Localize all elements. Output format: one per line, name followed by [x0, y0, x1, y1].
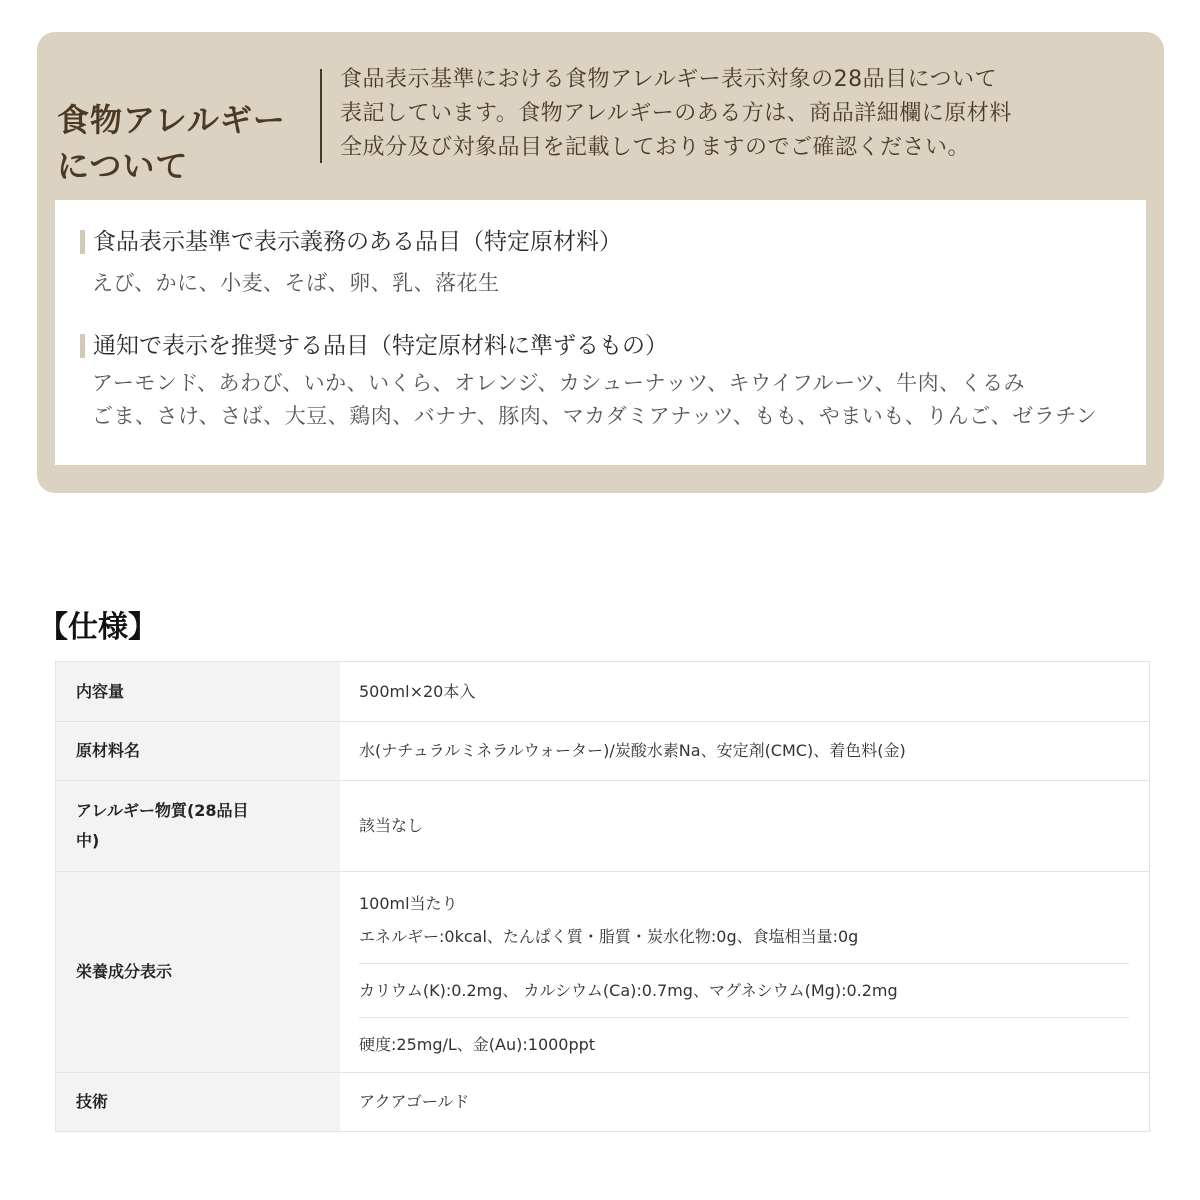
- recommended-items-line-2: ごま、さけ、さば、大豆、鶏肉、バナナ、豚肉、マカダミアナッツ、もも、やまいも、りんご、ゼラチン: [92, 404, 1098, 428]
- spec-label-allergens: [56, 781, 341, 872]
- table-row: [56, 662, 1150, 722]
- table-row: [56, 781, 1150, 872]
- nutrition-block: [359, 872, 1129, 964]
- nutrition-line: エネルギー:0kcal、たんぱく質・脂質・炭水化物:0g、食塩相当量:0g: [359, 927, 859, 946]
- allergy-description-line-1: 食品表示基準における食物アレルギー表示対象の28品目について: [340, 67, 998, 92]
- allergy-description-line-3: 全成分及び対象品目を記載しておりますのでご確認ください。: [340, 135, 971, 160]
- mandatory-items-list: [92, 267, 500, 300]
- table-row: [56, 1073, 1150, 1132]
- nutrition-block: [359, 1018, 1129, 1072]
- allergy-info-panel: [37, 32, 1164, 493]
- spec-value-allergens: 該当なし: [340, 781, 1150, 872]
- spec-value-ingredients: 水(ナチュラルミネラルウォーター)/炭酸水素Na、安定剤(CMC)、着色料(金): [340, 722, 1150, 781]
- spec-label-ingredients: 原材料名: [56, 722, 341, 781]
- recommended-items-heading: 通知で表示を推奨する品目（特定原材料に準ずるもの）: [80, 330, 668, 362]
- recommended-items-list: [92, 367, 1097, 433]
- spec-label-allergens-line-2: 中): [76, 831, 100, 850]
- allergy-title-line-1: 食物アレルギー: [57, 100, 286, 139]
- recommended-items-line-1: アーモンド、あわび、いか、いくら、オレンジ、カシューナッツ、キウイフルーツ、牛肉、くるみ: [92, 371, 1026, 395]
- spec-value-technology: アクアゴールド: [340, 1073, 1150, 1132]
- spec-label-volume: 内容量: [56, 662, 341, 722]
- allergy-title-divider: [320, 69, 322, 163]
- nutrition-line: カリウム(K):0.2mg、 カルシウム(Ca):0.7mg、マグネシウム(Mg):0.2mg: [359, 981, 898, 1000]
- spec-value-nutrition: [340, 872, 1150, 1073]
- spec-table: [55, 661, 1150, 1132]
- nutrition-block: [359, 964, 1129, 1018]
- table-row: [56, 722, 1150, 781]
- allergy-description-line-2: 表記しています。食物アレルギーのある方は、商品詳細欄に原材料: [340, 101, 1012, 126]
- nutrition-line: 硬度:25mg/L、金(Au):1000ppt: [359, 1035, 596, 1054]
- spec-label-technology: 技術: [56, 1073, 341, 1132]
- allergy-title-line-2: について: [57, 146, 189, 185]
- allergy-title: [57, 97, 307, 189]
- nutrition-line: 100ml当たり: [359, 894, 458, 913]
- mandatory-items-line-1: えび、かに、小麦、そば、卵、乳、落花生: [92, 271, 500, 295]
- spec-label-nutrition: 栄養成分表示: [56, 872, 341, 1073]
- allergy-category-box: [55, 200, 1146, 465]
- mandatory-items-heading: 食品表示基準で表示義務のある品目（特定原材料）: [80, 226, 622, 258]
- spec-title: 【仕様】: [38, 610, 158, 645]
- table-row: [56, 872, 1150, 1073]
- spec-label-allergens-line-1: アレルギー物質(28品目: [76, 801, 249, 820]
- spec-value-volume: 500ml×20本入: [340, 662, 1150, 722]
- allergy-description: [340, 63, 1140, 165]
